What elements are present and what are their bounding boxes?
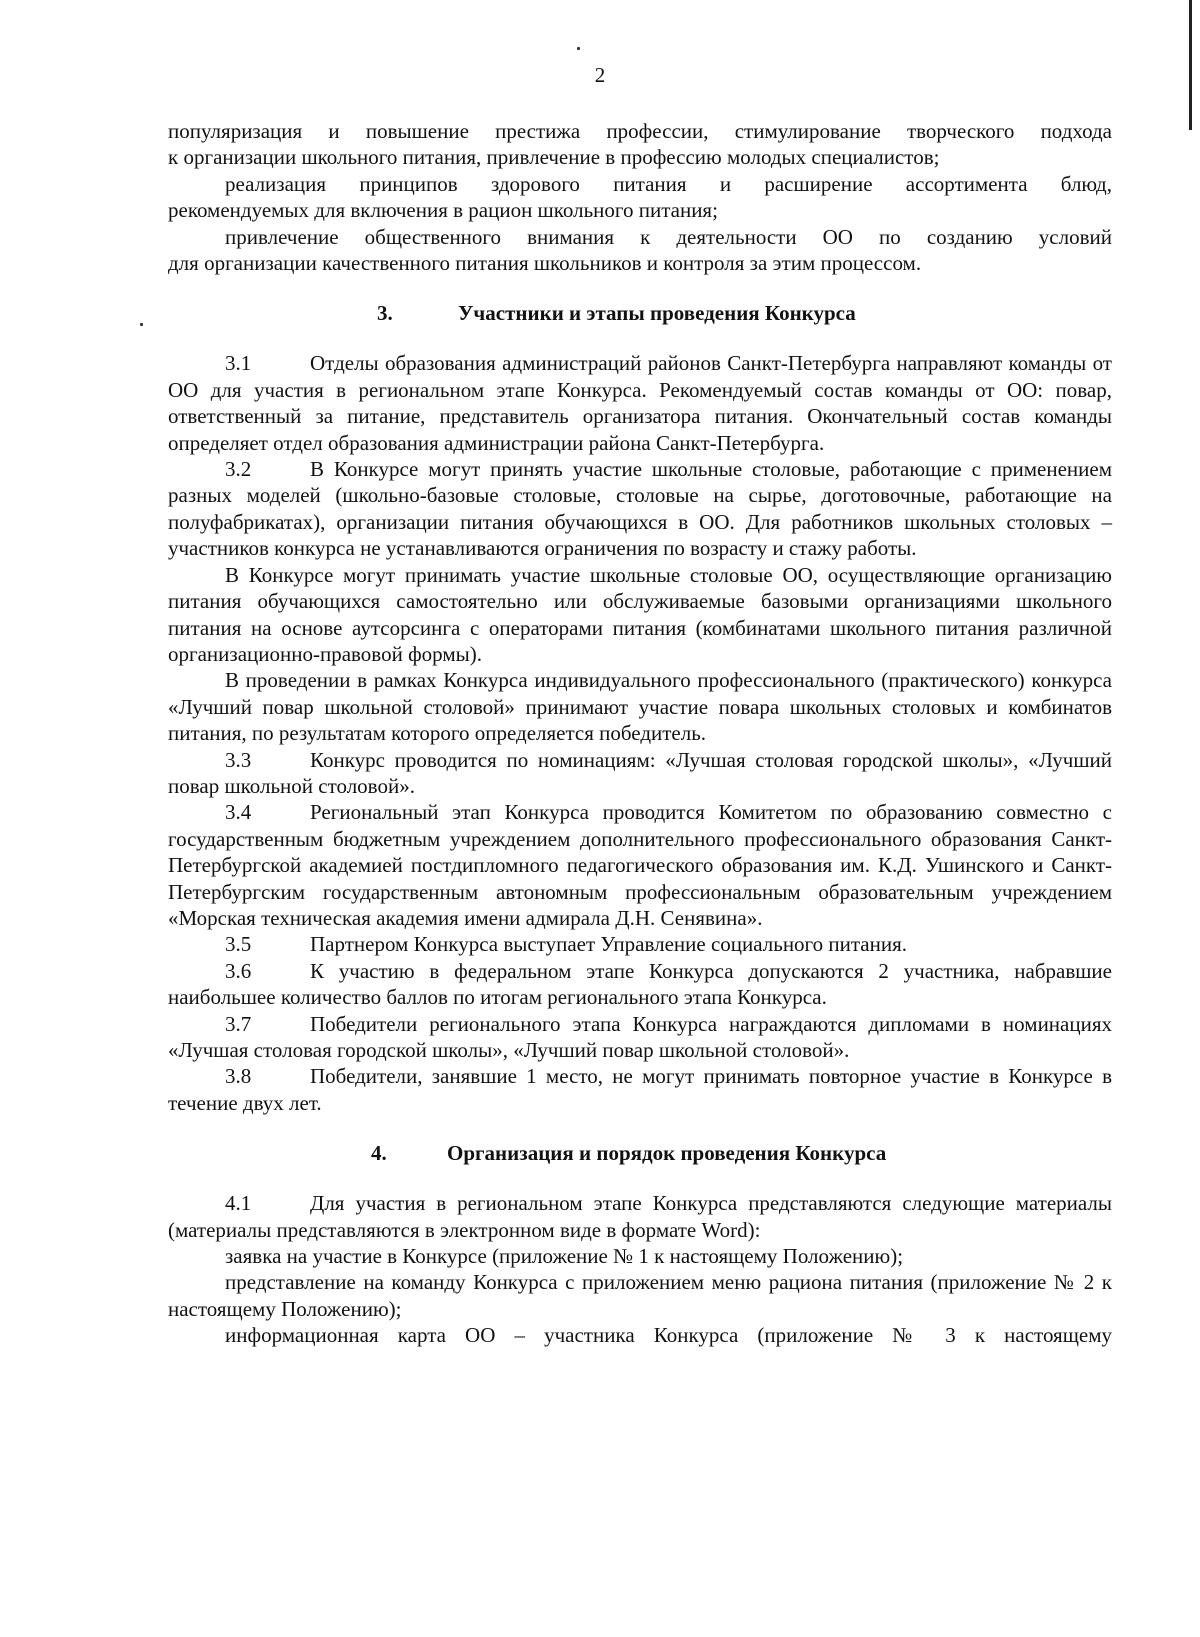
clause-3-1 [168,350,1112,456]
paragraph: В Конкурсе могут принимать участие школьные столовые ОО, осуществляющие организацию питания обучающихся самостоятельно или обслуживаемые базовыми организациями школьного питания на основе аутсорсинга с операторами питания (комбинатами школьного питания различной организационно-правовой формы). [168,562,1112,666]
clause-text: Партнером Конкурса выступает Управление социального питания. [310,932,908,957]
section-number: 4. [371,1141,387,1166]
paragraph: рекомендуемых для включения в рацион школьного питания; [168,198,718,223]
clause-4-1 [168,1190,1112,1243]
clause-text: К участию в федеральном этапе Конкурса допускаются 2 участника, набравшие наибольшее количество баллов по итогам регионального этапа Конкурса. [168,958,1112,1010]
clause-text: Победители, занявшие 1 место, не могут принимать повторное участие в Конкурсе в течение двух лет. [168,1064,1112,1115]
page-number: 2 [594,63,606,87]
clause-number: 3.6 [225,958,252,983]
clause-3-3 [168,747,1112,800]
clause-text: Победители регионального этапа Конкурса награждаются дипломами в номинациях «Лучшая столовая городской школы», «Лучший повар школьной столовой». [168,1011,1112,1062]
paragraph: В проведении в рамках Конкурса индивидуального профессионального (практического) конкурса «Лучший повар школьной столовой» принимают участие повара школьных столовых и комбинатов питания, по результатам которого определяется победитель. [168,668,1112,746]
clause-number: 3.7 [225,1011,252,1036]
paragraph: к организации школьного питания, привлечение в профессию молодых специалистов; [168,145,940,170]
list-item: информационная карта ОО – участника Конкурса (приложение № 3 к настоящему [225,1323,1112,1348]
clause-number: 3.1 [225,351,252,376]
clause-text: Отделы образования администраций районов Санкт-Петербурга направляют команды от ОО для участия в региональном этапе Конкурса. Рекомендуемый состав команды от ОО: повар, ответственный за питание, представитель организатора питания. Окончательный состав команды определяет отдел образования администрации района Санкт-Петербурга. [168,351,1112,455]
clause-3-2 [168,456,1112,562]
clause-3-5 [168,931,1112,957]
section-number: 3. [377,301,393,326]
clause-number: 3.2 [225,457,252,482]
clause-3-7 [168,1011,1112,1064]
list-item: представление на команду Конкурса с приложением меню рациона питания (приложение № 2 к настоящему Положению); [168,1270,1112,1321]
clause-text: Для участия в региональном этапе Конкурса представляются следующие материалы (материалы представляются в электронном виде в формате Word): [168,1191,1112,1242]
paragraph: для организации качественного питания школьников и контроля за этим процессом. [168,251,922,276]
clause-number: 3.8 [225,1064,252,1089]
list-item: заявка на участие в Конкурсе (приложение № 1 к настоящему Положению); [225,1244,904,1269]
clause-number: 3.5 [225,932,252,957]
scan-speck [577,47,580,50]
clause-number: 3.3 [225,747,252,772]
section-title: Участники и этапы проведения Конкурса [458,301,856,326]
section-heading [168,1140,1112,1166]
clause-text: В Конкурсе могут принять участие школьные столовые, работающие с применением разных моделей (школьно-базовые столовые, столовые на сырье, доготовочные, работающие на полуфабрикатах), организации питания обучающихся в ОО. Для работников школьных столовых – участников конкурса не устанавливаются ограничения по возрасту и стажу работы. [168,457,1112,561]
section-heading [168,300,1112,326]
scan-speck [140,323,143,326]
paragraph: привлечение общественного внимания к деятельности ОО по созданию условий [225,224,1112,249]
paragraph: реализация принципов здорового питания и расширение ассортимента блюд, [225,171,1112,196]
clause-number: 3.4 [225,800,252,825]
clause-number: 4.1 [225,1191,252,1216]
section-title: Организация и порядок проведения Конкурса [447,1141,887,1166]
clause-3-8 [168,1063,1112,1116]
clause-text: Региональный этап Конкурса проводится Комитетом по образованию совместно с государственным бюджетным учреждением дополнительного профессионального образования Санкт-Петербургской академией постдипломного педагогического образования им. К.Д. Ушинского и Санкт-Петербургским государственным автономным профессиональным образовательным учреждением «Морская техническая академия имени адмирала Д.Н. Сенявина». [168,800,1112,930]
clause-3-4 [168,799,1112,931]
paragraph: популяризация и повышение престижа профессии, стимулирование творческого подхода [168,119,1112,143]
clause-3-6 [168,958,1112,1011]
clause-text: Конкурс проводится по номинациям: «Лучшая столовая городской школы», «Лучший повар школьной столовой». [168,747,1112,798]
document-body [168,118,1112,1349]
